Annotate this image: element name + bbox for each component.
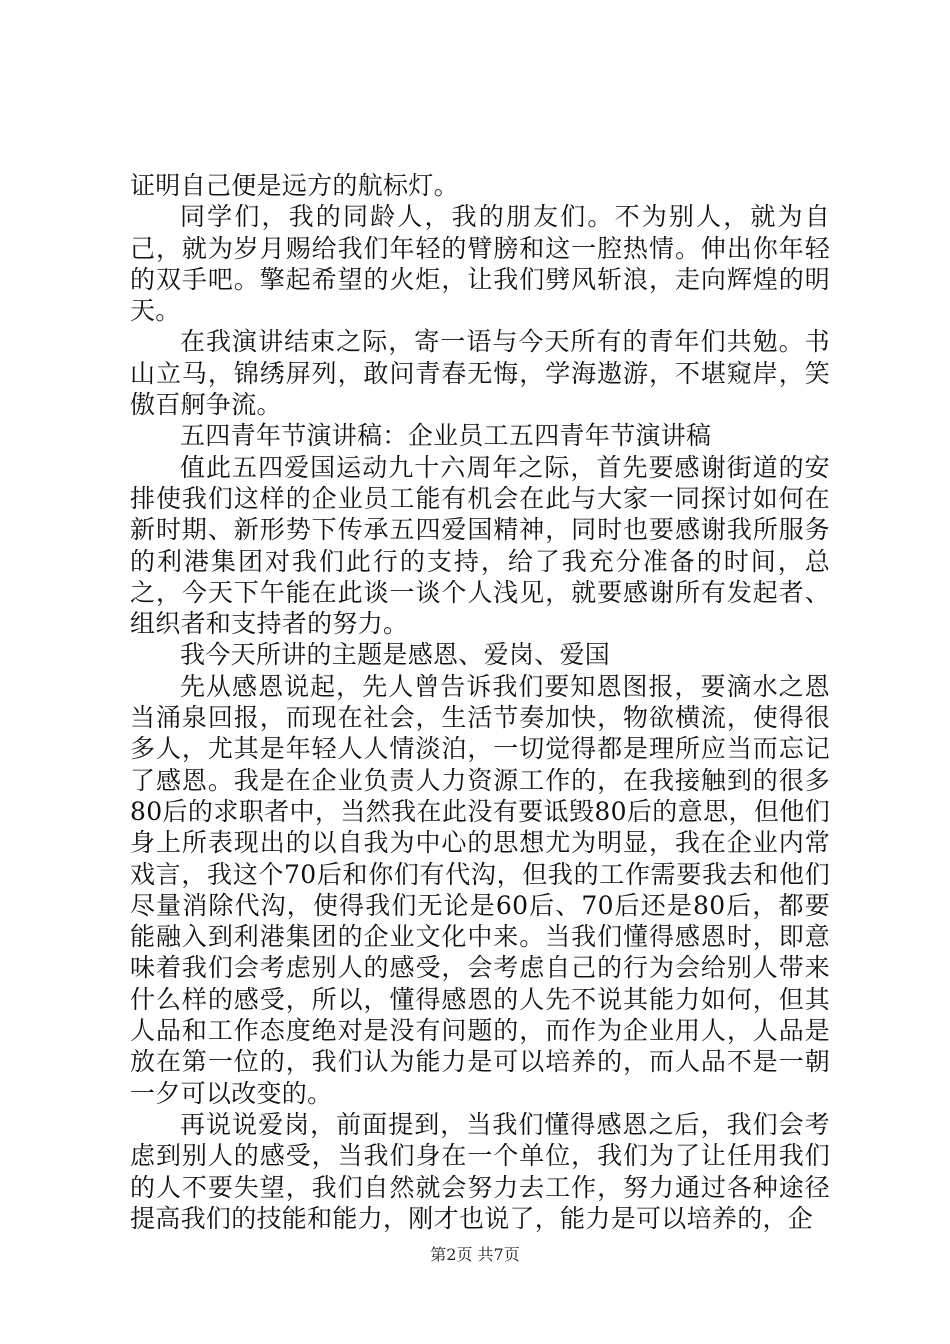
paragraph: 再说说爱岗，前面提到，当我们懂得感恩之后，我们会考虑到别人的感受，当我们身在一个单位，我们为了让任用我们的人不要失望，我们自然就会努力去工作，努力通过各种途径提高我们的技能和能力，刚才也说了，能力是可以培养的，企 — [130, 1109, 830, 1233]
paragraph: 在我演讲结束之际，寄一语与今天所有的青年们共勉。书山立马，锦绣屏列，敢问青春无悔，学海遨游，不堪窥岸，笑傲百舸争流。 — [130, 327, 830, 420]
paragraph: 先从感恩说起，先人曾告诉我们要知恩图报，要滴水之恩当涌泉回报，而现在社会，生活节奏加快，物欲横流，使得很多人，尤其是年轻人人情淡泊，一切觉得都是理所应当而忘记了感恩。我是在企业负责人力资源工作的，在我接触到的很多80后的求职者中，当然我在此没有要诋毁80后的意思，但他们身上所表现出的以自我为中心的思想尤为明显，我在企业内常戏言，我这个70后和你们有代沟，但我的工作需要我去和他们尽量消除代沟，使得我们无论是60后、70后还是80后，都要能融入到利港集团的企业文化中来。当我们懂得感恩时，即意味着我们会考虑别人的感受，会考虑自己的行为会给别人带来什么样的感受，所以，懂得感恩的人先不说其能力如何，但其人品和工作态度绝对是没有问题的，而作为企业用人，人品是放在第一位的，我们认为能力是可以培养的，而人品不是一朝一夕可以改变的。 — [130, 671, 830, 1108]
document-body — [130, 170, 830, 1234]
paragraph: 值此五四爱国运动九十六周年之际，首先要感谢街道的安排使我们这样的企业员工能有机会在此与大家一同探讨如何在新时期、新形势下传承五四爱国精神，同时也要感谢我所服务的利港集团对我们此行的支持，给了我充分准备的时间，总之，今天下午能在此谈一谈个人浅见，就要感谢所有发起者、组织者和支持者的努力。 — [130, 452, 830, 639]
paragraph-continuation: 证明自己便是远方的航标灯。 — [130, 171, 459, 200]
paragraph: 同学们，我的同龄人，我的朋友们。不为别人，就为自己，就为岁月赐给我们年轻的臂膀和这一腔热情。伸出你年轻的双手吧。擎起希望的火炬，让我们劈风斩浪，走向辉煌的明天。 — [130, 202, 830, 326]
page-number-footer: 第2页 共7页 — [430, 1245, 520, 1264]
section-heading: 五四青年节演讲稿：企业员工五四青年节演讲稿 — [180, 421, 712, 451]
theme-statement: 我今天所讲的主题是感恩、爱岗、爱国 — [180, 640, 611, 670]
